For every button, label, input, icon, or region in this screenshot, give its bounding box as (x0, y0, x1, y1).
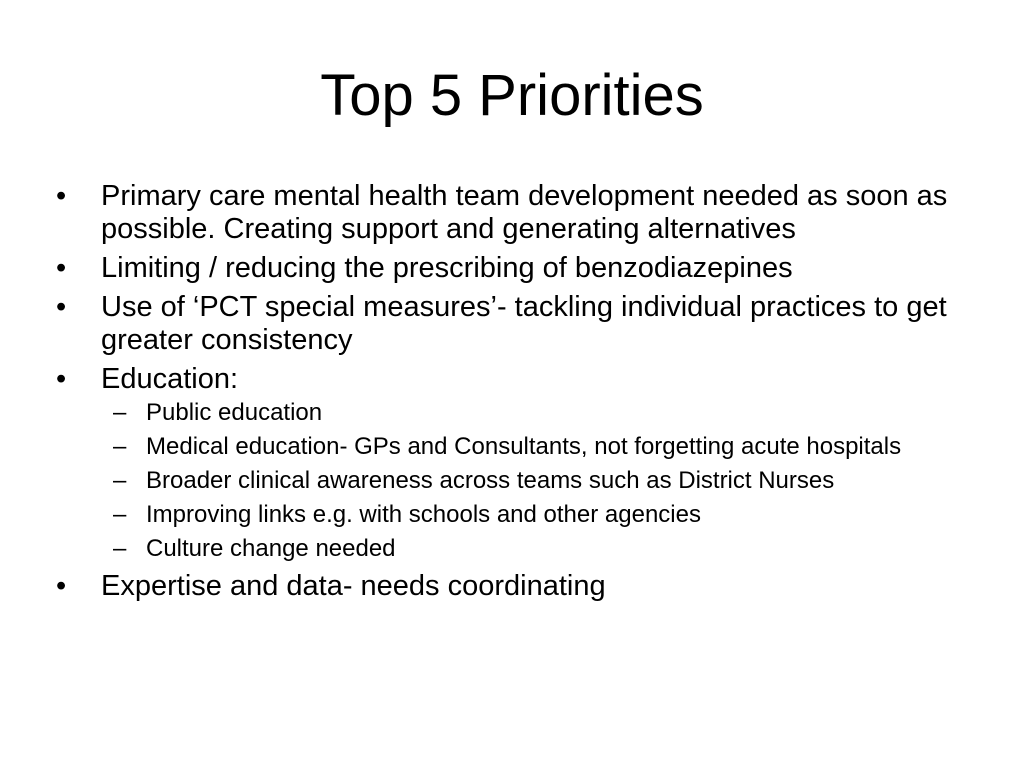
dash-marker: – (113, 399, 127, 426)
sub-bullet-list (101, 400, 976, 562)
bullet-item (56, 363, 976, 562)
bullet-marker: • (56, 291, 67, 323)
bullet-text: Primary care mental health team development needed as soon as possible. Creating support and generating alternatives (101, 180, 948, 245)
bullet-item (56, 291, 976, 357)
dash-marker: – (113, 535, 127, 562)
sub-bullet-item (101, 502, 976, 528)
bullet-list (56, 180, 976, 609)
bullet-marker: • (56, 570, 67, 602)
bullet-text: Education: (101, 363, 239, 395)
sub-bullet-text: Public education (146, 399, 323, 426)
sub-bullet-item (101, 468, 976, 494)
sub-bullet-text: Culture change needed (146, 535, 396, 562)
bullet-text: Limiting / reducing the prescribing of benzodiazepines (101, 252, 793, 284)
bullet-marker: • (56, 180, 67, 212)
dash-marker: – (113, 433, 127, 460)
sub-bullet-text: Broader clinical awareness across teams such as District Nurses (146, 467, 835, 494)
bullet-item (56, 570, 976, 603)
sub-bullet-text: Medical education- GPs and Consultants, not forgetting acute hospitals (146, 433, 902, 460)
dash-marker: – (113, 501, 127, 528)
slide-title: Top 5 Priorities (320, 63, 704, 128)
sub-bullet-item (101, 434, 976, 460)
bullet-text: Use of ‘PCT special measures’- tackling individual practices to get greater consistency (101, 291, 947, 356)
bullet-marker: • (56, 363, 67, 395)
bullet-marker: • (56, 252, 67, 284)
bullet-item (56, 180, 976, 246)
sub-bullet-text: Improving links e.g. with schools and other agencies (146, 501, 701, 528)
dash-marker: – (113, 467, 127, 494)
bullet-text: Expertise and data- needs coordinating (101, 570, 606, 602)
sub-bullet-item (101, 536, 976, 562)
bullet-item (56, 252, 976, 285)
sub-bullet-item (101, 400, 976, 426)
